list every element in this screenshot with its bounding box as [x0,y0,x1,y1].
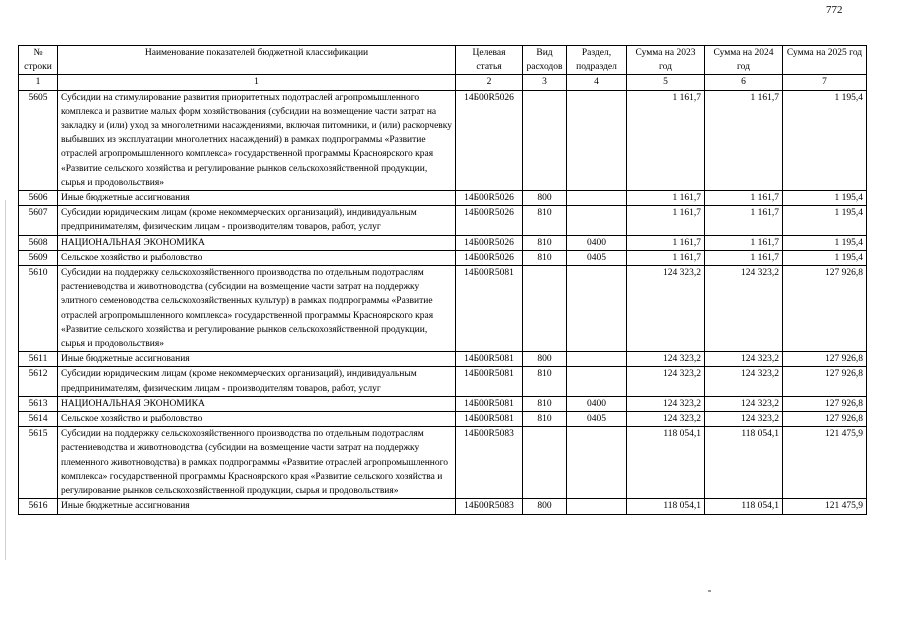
row-expense-type: 800 [523,191,567,206]
row-sum-2023: 118 054,1 [627,427,705,499]
row-target: 14Б00R5026 [456,191,523,206]
row-target: 14Б00R5026 [456,235,523,250]
row-expense-type [523,90,567,190]
row-sum-2025: 127 926,8 [783,396,867,411]
column-number: 1 [58,75,456,90]
table-row [19,367,867,396]
row-section [567,499,627,514]
row-section: 0405 [567,250,627,265]
row-name: Субсидии юридическим лицам (кроме некоммерческих организаций), индивидуальным предпринимателям, физическим лицам - производителям товаров, работ, услуг [58,367,456,396]
column-number: 2 [456,75,523,90]
page-number: 772 [826,4,843,16]
row-sum-2024: 124 323,2 [705,412,783,427]
row-expense-type [523,266,567,352]
table-row [19,90,867,190]
row-target: 14Б00R5083 [456,499,523,514]
scan-margin-mark [5,200,6,560]
row-section [567,427,627,499]
table-row [19,206,867,235]
row-number: 5615 [19,427,58,499]
row-sum-2023: 118 054,1 [627,499,705,514]
row-name: Иные бюджетные ассигнования [58,191,456,206]
row-number: 5605 [19,90,58,190]
row-sum-2023: 1 161,7 [627,206,705,235]
row-name: Субсидии на стимулирование развития приоритетных подотраслей агропромышленного комплекса и развитие малых форм хозяйствования (субсидии на возмещение части затрат на закладку и (или) уход за многолетними насаждениями, включая питомники, и (или) раскорчевку выбывших из эксплуатации многолетних насаждений) в рамках подпрограммы «Развитие отраслей агропромышленного комплекса» государственной программы Красноярского края «Развитие сельского хозяйства и регулирование рынков сельскохозяйственной продукции, сырья и продовольствия» [58,90,456,190]
row-expense-type: 810 [523,235,567,250]
row-sum-2025: 121 475,9 [783,427,867,499]
row-section [567,206,627,235]
header-name: Наименование показателей бюджетной классификации [58,46,456,75]
row-target: 14Б00R5081 [456,367,523,396]
row-target: 14Б00R5081 [456,396,523,411]
table-row [19,191,867,206]
row-expense-type: 810 [523,250,567,265]
row-expense-type: 800 [523,499,567,514]
row-section [567,352,627,367]
row-sum-2024: 1 161,7 [705,90,783,190]
row-target: 14Б00R5081 [456,412,523,427]
row-sum-2023: 124 323,2 [627,367,705,396]
row-number: 5613 [19,396,58,411]
row-section: 0400 [567,396,627,411]
row-name: Субсидии юридическим лицам (кроме некоммерческих организаций), индивидуальным предпринимателям, физическим лицам - производителям товаров, работ, услуг [58,206,456,235]
row-sum-2025: 1 195,4 [783,235,867,250]
budget-classification-table [18,45,867,515]
row-target: 14Б00R5026 [456,206,523,235]
row-sum-2025: 127 926,8 [783,352,867,367]
row-sum-2024: 1 161,7 [705,235,783,250]
column-number: 3 [523,75,567,90]
header-expense-type: Вид расходов [523,46,567,75]
row-sum-2023: 1 161,7 [627,250,705,265]
table-row [19,266,867,352]
row-number: 5610 [19,266,58,352]
table-row [19,250,867,265]
table-row [19,352,867,367]
row-section [567,191,627,206]
row-target: 14Б00R5083 [456,427,523,499]
row-expense-type: 810 [523,367,567,396]
row-sum-2025: 127 926,8 [783,412,867,427]
row-number: 5609 [19,250,58,265]
row-target: 14Б00R5026 [456,90,523,190]
header-sum-2025: Сумма на 2025 год [783,46,867,75]
row-section: 0405 [567,412,627,427]
table-row [19,427,867,499]
scan-dust-mark [708,590,711,592]
header-target: Целевая статья [456,46,523,75]
row-sum-2024: 1 161,7 [705,250,783,265]
row-expense-type: 800 [523,352,567,367]
row-target: 14Б00R5026 [456,250,523,265]
row-sum-2025: 1 195,4 [783,206,867,235]
table-header [19,46,867,91]
header-row [19,46,867,75]
table-row [19,396,867,411]
row-sum-2023: 1 161,7 [627,191,705,206]
header-sum-2023: Сумма на 2023 год [627,46,705,75]
row-name: Субсидии на поддержку сельскохозяйственного производства по отдельным подотраслям растениеводства и животноводства (субсидии на возмещение части затрат на поддержку элитного семеноводства сельскохозяйственных культур) в рамках подпрограммы «Развитие отраслей агропромышленного комплекса» государственной программы Красноярского края «Развитие сельского хозяйства и регулирование рынков сельскохозяйственной продукции, сырья и продовольствия» [58,266,456,352]
row-name: НАЦИОНАЛЬНАЯ ЭКОНОМИКА [58,235,456,250]
row-sum-2024: 124 323,2 [705,352,783,367]
table-row [19,499,867,514]
row-target: 14Б00R5081 [456,266,523,352]
row-expense-type: 810 [523,206,567,235]
row-name: Иные бюджетные ассигнования [58,352,456,367]
row-sum-2025: 127 926,8 [783,266,867,352]
row-sum-2025: 1 195,4 [783,90,867,190]
row-section [567,367,627,396]
column-number: 6 [705,75,783,90]
row-name: Сельское хозяйство и рыболовство [58,412,456,427]
row-sum-2023: 124 323,2 [627,352,705,367]
row-expense-type: 810 [523,412,567,427]
row-sum-2025: 1 195,4 [783,250,867,265]
column-number: 4 [567,75,627,90]
row-expense-type [523,427,567,499]
header-sum-2024: Сумма на 2024 год [705,46,783,75]
row-sum-2023: 124 323,2 [627,266,705,352]
table-row [19,235,867,250]
row-number: 5608 [19,235,58,250]
row-name: Субсидии на поддержку сельскохозяйственного производства по отдельным подотраслям растениеводства и животноводства (субсидии на возмещение части затрат на поддержку племенного животноводства) в рамках подпрограммы «Развитие отраслей агропромышленного комплекса» государственной программы Красноярского края «Развитие сельского хозяйства и регулирование рынков сельскохозяйственной продукции, сырья и продовольствия» [58,427,456,499]
row-sum-2024: 118 054,1 [705,427,783,499]
row-number: 5612 [19,367,58,396]
row-section [567,90,627,190]
header-section: Раздел, подраздел [567,46,627,75]
row-number: 5616 [19,499,58,514]
row-sum-2023: 124 323,2 [627,412,705,427]
row-sum-2024: 124 323,2 [705,396,783,411]
row-sum-2023: 1 161,7 [627,235,705,250]
row-section: 0400 [567,235,627,250]
row-sum-2025: 1 195,4 [783,191,867,206]
row-name: НАЦИОНАЛЬНАЯ ЭКОНОМИКА [58,396,456,411]
header-row-no: № строки [19,46,58,75]
row-number: 5606 [19,191,58,206]
row-section [567,266,627,352]
row-sum-2024: 1 161,7 [705,206,783,235]
row-name: Иные бюджетные ассигнования [58,499,456,514]
row-sum-2024: 124 323,2 [705,367,783,396]
row-expense-type: 810 [523,396,567,411]
column-numbers-row [19,75,867,90]
row-sum-2025: 127 926,8 [783,367,867,396]
row-sum-2025: 121 475,9 [783,499,867,514]
row-sum-2024: 124 323,2 [705,266,783,352]
table-body [19,90,867,514]
row-sum-2024: 118 054,1 [705,499,783,514]
row-number: 5611 [19,352,58,367]
row-sum-2023: 124 323,2 [627,396,705,411]
column-number: 5 [627,75,705,90]
column-number: 1 [19,75,58,90]
row-target: 14Б00R5081 [456,352,523,367]
row-number: 5607 [19,206,58,235]
row-sum-2023: 1 161,7 [627,90,705,190]
row-name: Сельское хозяйство и рыболовство [58,250,456,265]
table-row [19,412,867,427]
row-number: 5614 [19,412,58,427]
column-number: 7 [783,75,867,90]
row-sum-2024: 1 161,7 [705,191,783,206]
